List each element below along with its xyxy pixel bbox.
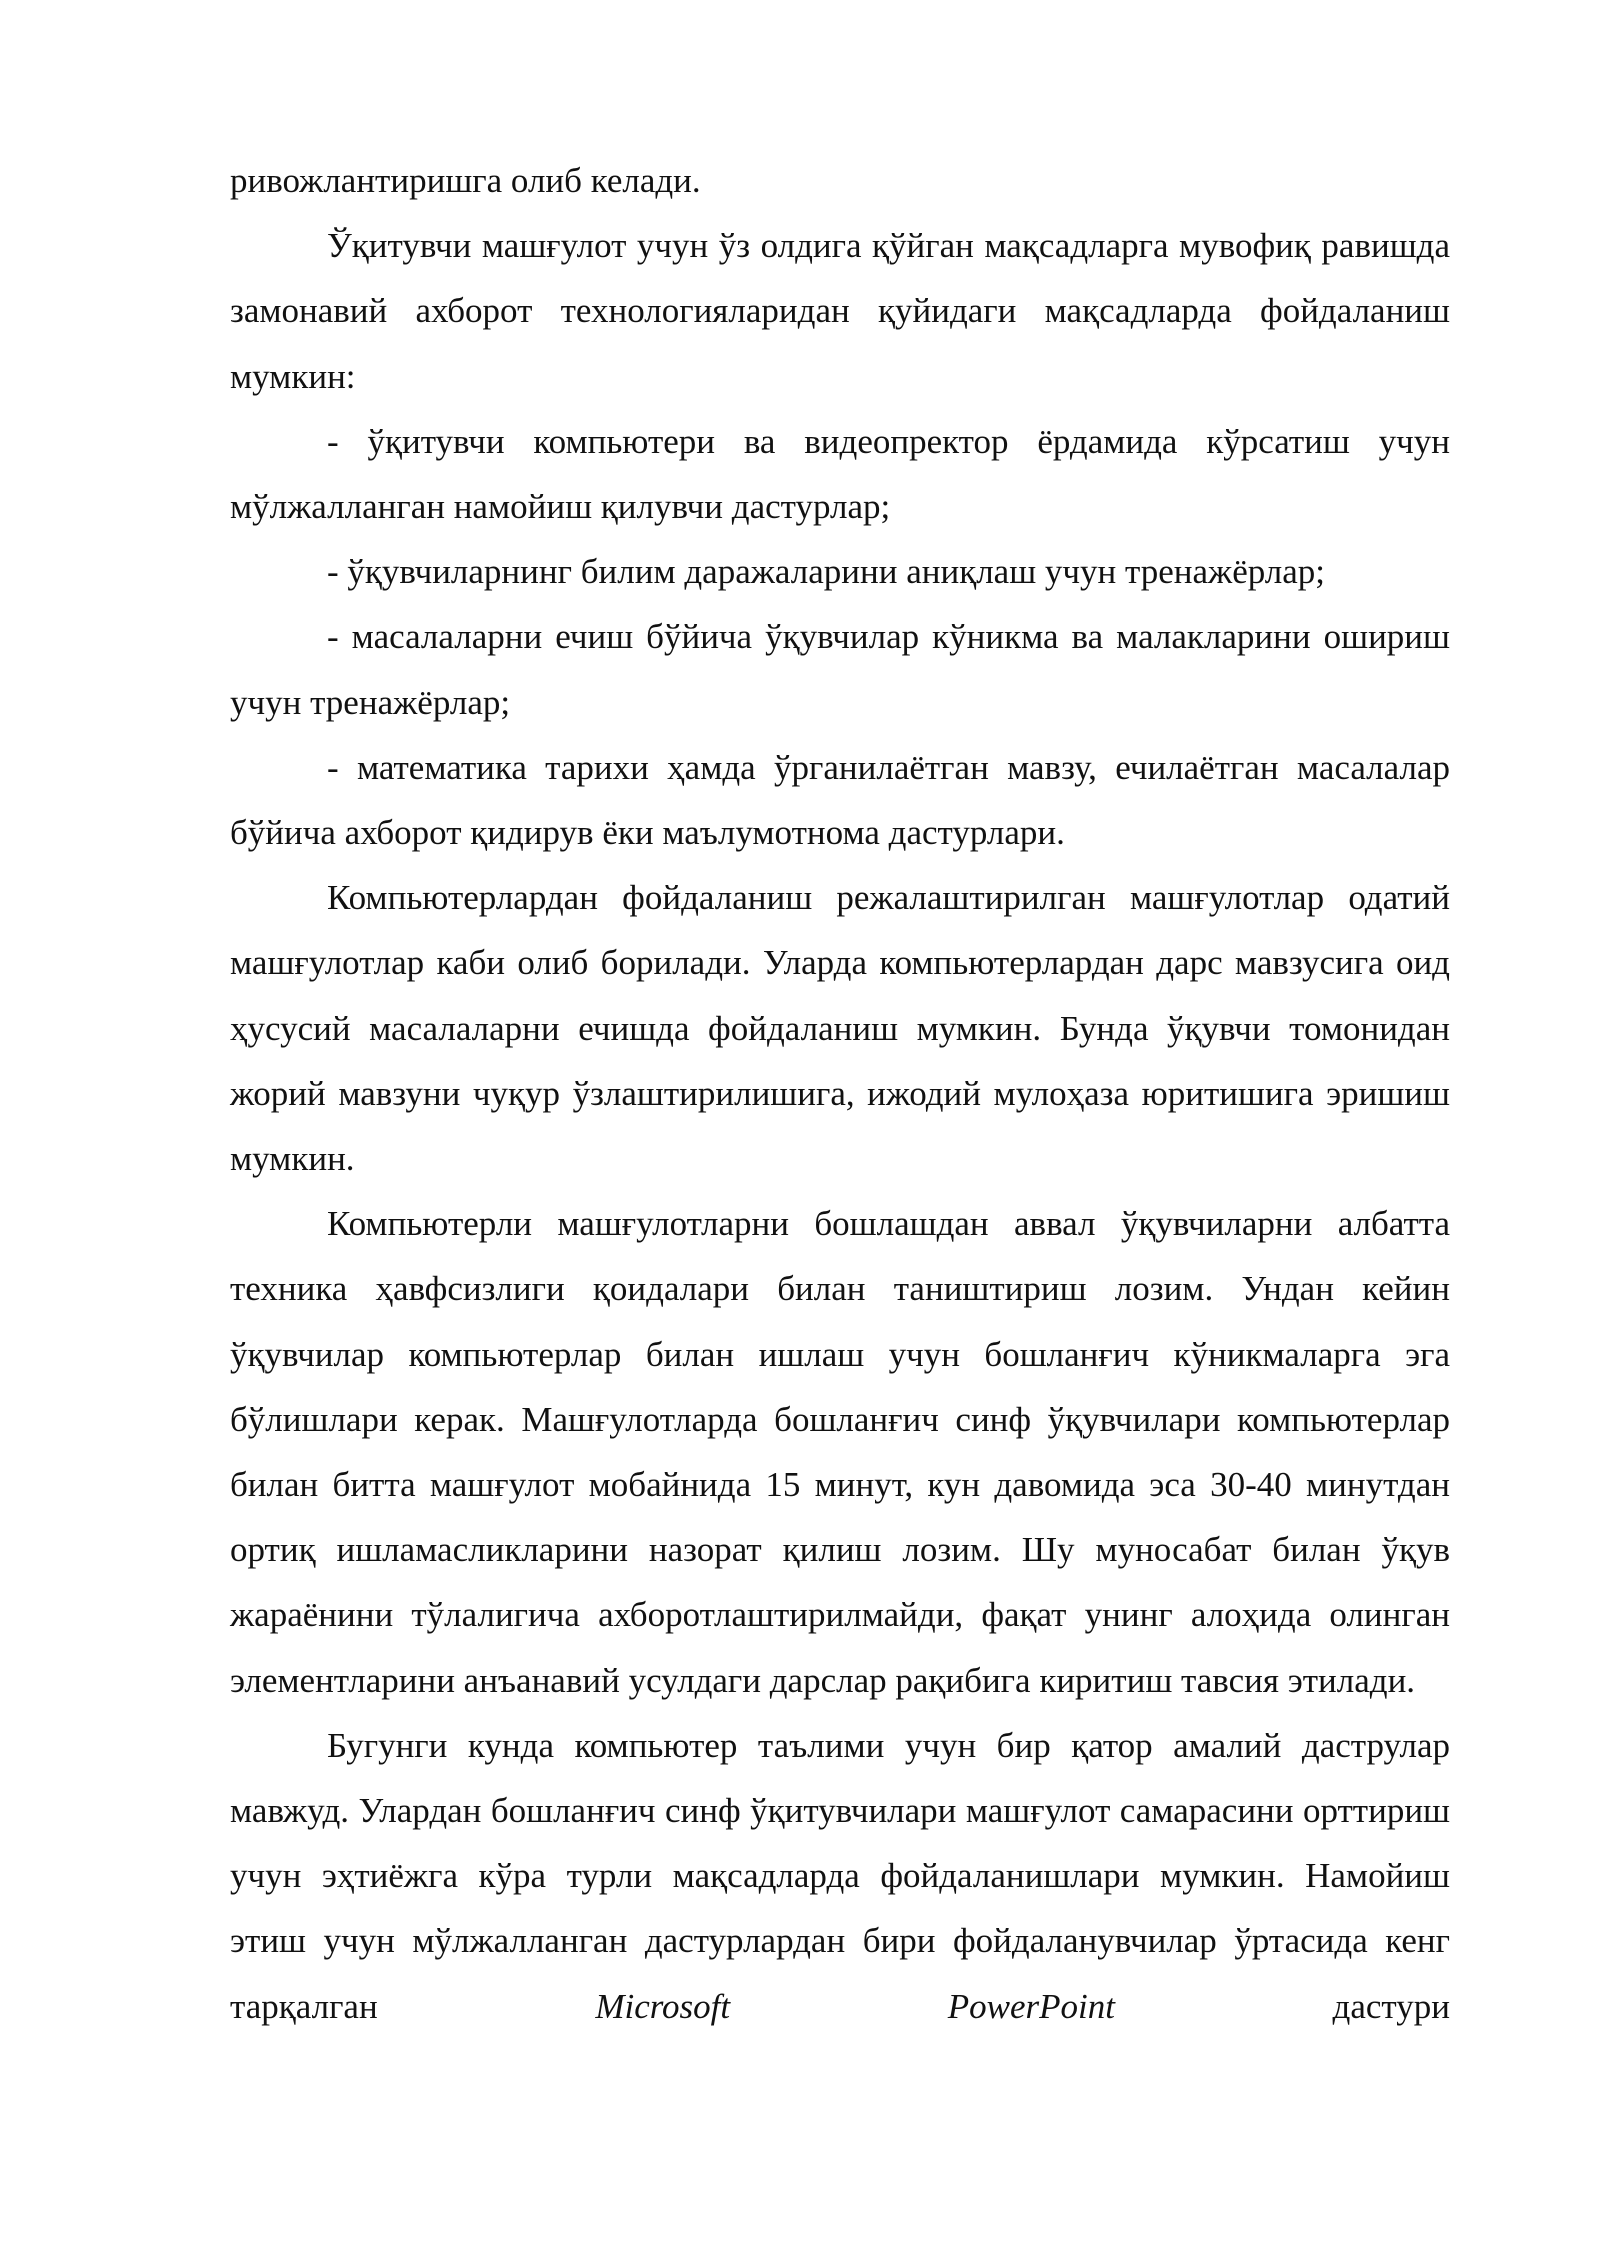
paragraph-5-after: дастури — [1332, 1986, 1450, 2026]
list-item-3: - масалаларни ечиш бўйича ўқувчилар кўникма ва малакларини ошириш учун тренажёрлар; — [230, 617, 1450, 722]
software-name-italic: Microsoft PowerPoint — [595, 1986, 1115, 2026]
paragraph-5-before: Бугунги кунда компьютер таълими учун бир қатор амалий даструлар мавжуд. Улардан бошланғич синф ўқитувчилари машғулот самарасини орттириш учун эҳтиёжга кўра турли мақсадларда фойдаланишлари мумкин. Намойиш этиш учун мўлжалланган дастурлардан бири фойдаланувчилар ўртасида кенг тарқалган — [230, 1725, 1450, 2026]
paragraph-1: ривожлантиришга олиб келади. — [230, 161, 701, 200]
document-page — [230, 148, 1450, 2039]
paragraph-4: Компьютерли машғулотларни бошлашдан аввал ўқувчиларни албатта техника ҳавфсизлиги қоидалари билан таништириш лозим. Ундан кейин ўқувчилар компьютерлар билан ишлаш учун бошланғич кўникмаларга эга бўлишлари керак. Машғулотларда бошланғич синф ўқувчилари компьютерлар билан битта машғулот мобайнида 15 минут, кун давомида эса 30-40 минутдан ортиқ ишламасликларини назорат қилиш лозим. Шу муносабат билан ўқув жараёнини тўлалигича ахборотлаштирилмайди, фақат унинг алоҳида олинган элементларини анъанавий усулдаги дарслар рақибига киритиш тавсия этилади. — [230, 1204, 1450, 1700]
paragraph-3: Компьютерлардан фойдаланиш режалаштирилган машғулотлар одатий машғулотлар каби олиб борилади. Уларда компьютерлардан дарс мавзусига оид ҳусусий масалаларни ечишда фойдаланиш мумкин. Бунда ўқувчи томонидан жорий мавзуни чуқур ўзлаштирилишига, ижодий мулоҳаза юритишига эришиш мумкин. — [230, 878, 1450, 1179]
paragraph-5 — [230, 1713, 1450, 2039]
list-item-1: - ўқитувчи компьютери ва видеопректор ёрдамида кўрсатиш учун мўлжалланган намойиш қилувчи дастурлар; — [230, 421, 1450, 527]
list-item-2: - ўқувчиларнинг билим даражаларини аниқлаш учун тренажёрлар; — [327, 552, 1325, 592]
paragraph-2: Ўқитувчи машғулот учун ўз олдига қўйган мақсадларга мувофиқ равишда замонавий ахборот технологияларидан қуйидаги мақсадларда фойдаланиш мумкин: — [230, 226, 1450, 396]
list-item-4: - математика тарихи ҳамда ўрганилаётган мавзу, ечилаётган масалалар бўйича ахборот қидирув ёки маълумотнома дастурлари. — [230, 747, 1450, 853]
